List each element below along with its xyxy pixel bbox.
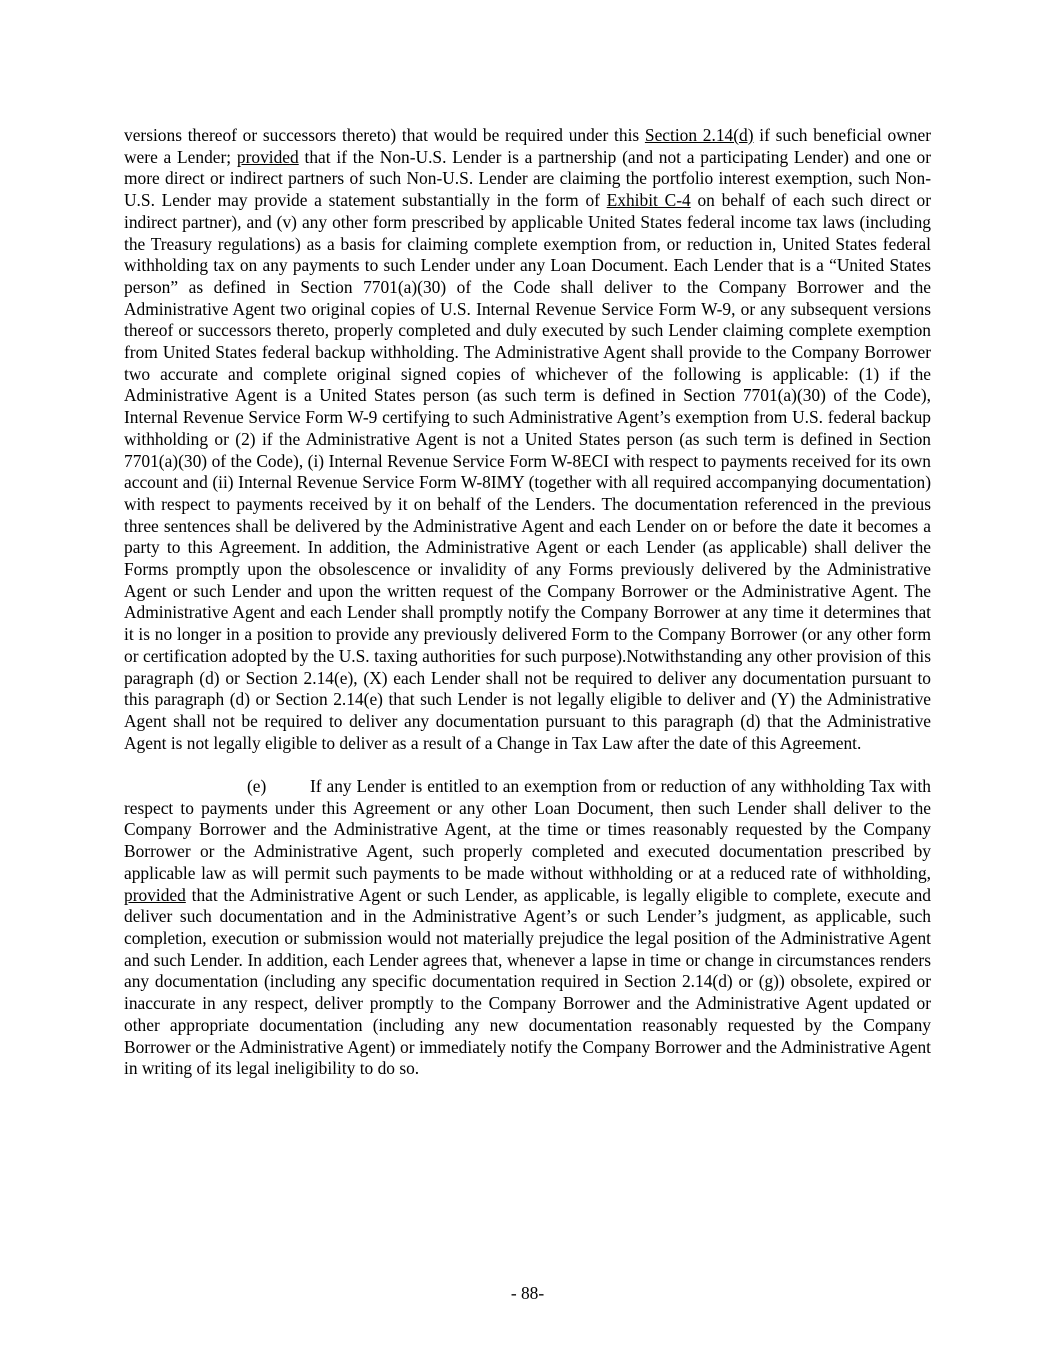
page-number: - 88- xyxy=(510,1283,545,1303)
document-page xyxy=(124,125,931,1080)
text-segment: that the Administrative Agent or such Lender, as applicable, is legally eligible to complete, execute and deliver such documentation and in the Administrative Agent’s or such Lender’s judgment, as applicable, such completion, execution or submission would not materially prejudice the legal position of the Administrative Agent and such Lender. In addition, each Lender agrees that, whenever a lapse in time or change in circumstances renders any documentation (including any specific documentation required in Section 2.14(d) or (g)) obsolete, expired or inaccurate in any respect, deliver promptly to the Company Borrower and the Administrative Agent updated or other appropriate documentation (including any new documentation reasonably requested by the Company Borrower or the Administrative Agent) or immediately notify the Company Borrower and the Administrative Agent in writing of its legal ineligibility to do so. xyxy=(124,884,931,1079)
text-segment: if such beneficial owner were a Lender; xyxy=(124,125,931,167)
exhibit-reference-link: Exhibit C-4 xyxy=(606,190,691,211)
text-segment: If any Lender is entitled to an exemption from or reduction of any withholding Tax with respect to payments under this Agreement or any other Loan Document, then such Lender shall deliver to the Company Borrower and the Administrative Agent, at the time or times reasonably requested by the Company Borrower or the Administrative Agent, such properly completed and executed documentation prescribed by applicable law as will permit such payments to be made without withholding or at a reduced rate of withholding, xyxy=(124,776,931,883)
provided-term: provided xyxy=(124,884,186,905)
provided-term: provided xyxy=(236,146,299,167)
paragraph-e xyxy=(124,776,931,1080)
text-segment: on behalf of each such direct or indirect partner), and (v) any other form prescribed by applicable United States federal income tax laws (including the Treasury regulations) as a basis for claiming complete exemption from, or reduction in, United States federal withholding tax on any payments to such Lender under any Loan Document. Each Lender that is a “United States person” as defined in Section 7701(a)(30) of the Code shall deliver to the Company Borrower and the Administrative Agent two original copies of U.S. Internal Revenue Service Form W-9, or any subsequent versions thereof or successors thereto, properly completed and duly executed by such Lender claiming complete exemption from United States federal backup withholding. The Administrative Agent shall provide to the Company Borrower two accurate and complete original signed copies of whichever of the following is applicable: (1) if the Administrative Agent is a United States person (as such term is defined in Section 7701(a)(30) of the Code), Internal Revenue Service Form W-9 certifying to such Administrative Agent’s exemption from U.S. federal backup withholding or (2) if the Administrative Agent is not a United States person (as such term is defined in Section 7701(a)(30) of the Code), (i) Internal Revenue Service Form W-8ECI with respect to payments received for its own account and (ii) Internal Revenue Service Form W-8IMY (together with all required accompanying documentation) with respect to payments received by it on behalf of the Lenders. The documentation referenced in the previous three sentences shall be delivered by the Administrative Agent and each Lender on or before the date it becomes a party to this Agreement. In addition, the Administrative Agent or each Lender (as applicable) shall deliver the Forms promptly upon the obsolescence or invalidity of any Forms previously delivered by the Administrative Agent or such Lender and upon the written request of the Company Borrower or the Administrative Agent. The Administrative Agent and each Lender shall promptly notify the Company Borrower at any time it determines that it is no longer in a position to provide any previously delivered Form to the Company Borrower (or any other form or certification adopted by the U.S. taxing authorities for such purpose).Notwithstanding any other provision of this paragraph (d) or Section 2.14(e), (X) each Lender shall not be required to deliver any documentation pursuant to this paragraph (d) or Section 2.14(e) that such Lender is not legally eligible to deliver and (Y) the Administrative Agent shall not be required to deliver any documentation pursuant to this paragraph (d) that the Administrative Agent is not legally eligible to deliver as a result of a Change in Tax Law after the date of this Agreement. xyxy=(124,190,931,753)
paragraph-d-continued xyxy=(124,125,931,754)
text-segment: that if the Non-U.S. Lender is a partnership (and not a participating Lender) and one or more direct or indirect partners of such Non-U.S. Lender are claiming the portfolio interest exemption, such Non-U.S. Lender may provide a statement substantially in the form of xyxy=(124,146,931,211)
section-reference-link: Section 2.14(d) xyxy=(644,125,754,145)
paragraph-label: (e) xyxy=(247,776,267,797)
text-segment: versions thereof or successors thereto) that would be required under this xyxy=(124,125,645,145)
